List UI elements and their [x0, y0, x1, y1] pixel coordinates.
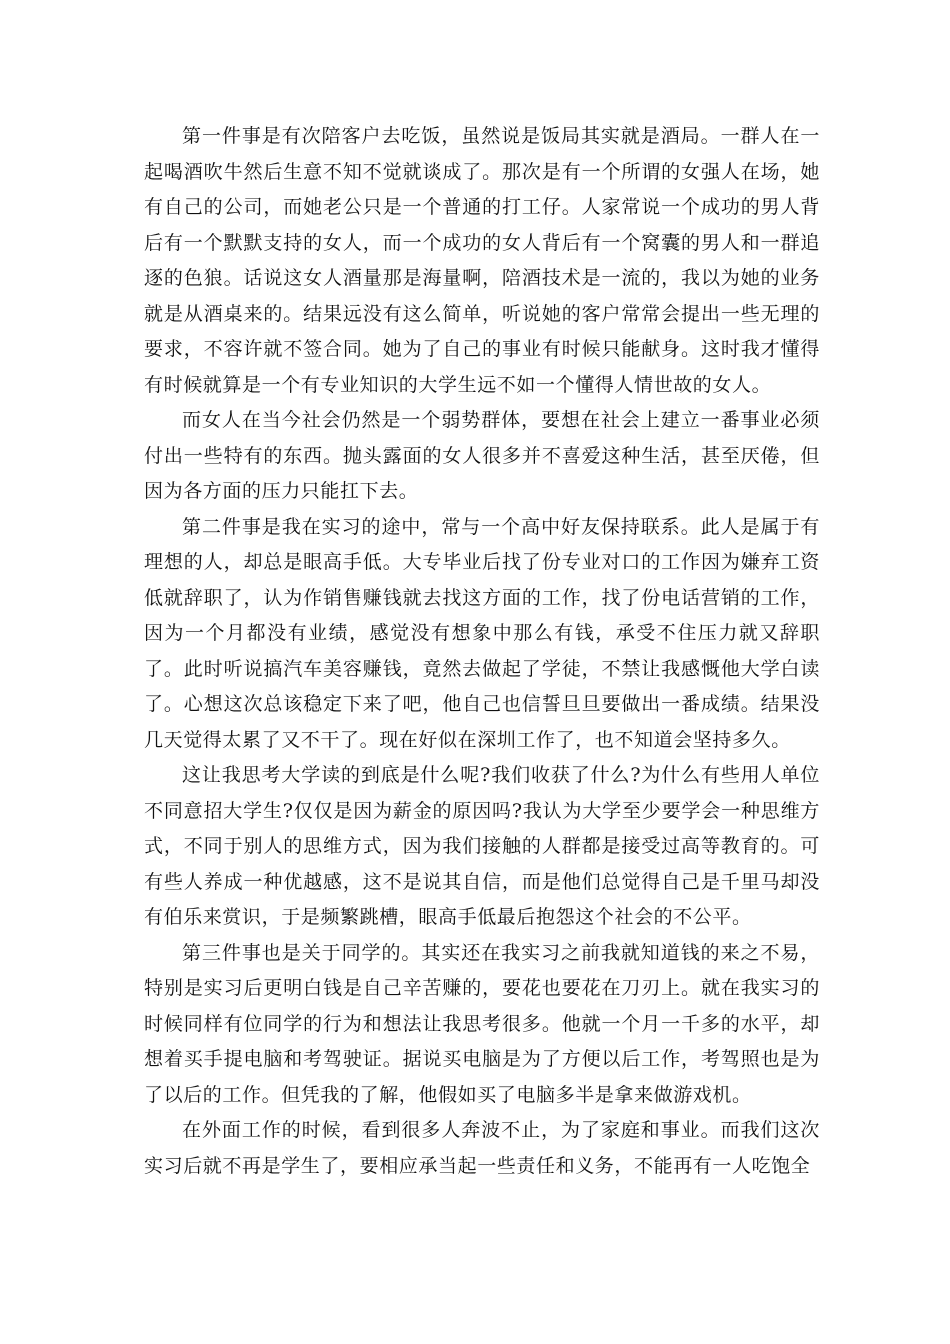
paragraph-3: 第二件事是我在实习的途中，常与一个高中好友保持联系。此人是属于有理想的人，却总是眼高手低。大专毕业后找了份专业对口的工作因为嫌弃工资低就辞职了，认为作销售赚钱就去找这方面的工作，找了份电话营销的工作，因为一个月都没有业绩，感觉没有想象中那么有钱，承受不住压力就又辞职了。此时听说搞汽车美容赚钱，竟然去做起了学徒，不禁让我感慨他大学白读了。心想这次总该稳定下来了吧，他自己也信誓旦旦要做出一番成绩。结果没几天觉得太累了又不干了。现在好似在深圳工作了，也不知道会坚持多久。 [144, 515, 820, 751]
paragraph-6: 在外面工作的时候，看到很多人奔波不止，为了家庭和事业。而我们这次实习后就不再是学生了，要相应承当起一些责任和义务，不能再有一人吃饱全 [144, 1119, 820, 1177]
paragraph-4: 这让我思考大学读的到底是什么呢?我们收获了什么?为什么有些用人单位不同意招大学生?仅仅是因为薪金的原因吗?我认为大学至少要学会一种思维方式，不同于别人的思维方式，因为我们接触的人群都是接受过高等教育的。可有些人养成一种优越感，这不是说其自信，而是他们总觉得自己是千里马却没有伯乐来赏识，于是频繁跳槽，眼高手低最后抱怨这个社会的不公平。 [144, 764, 820, 928]
paragraph-5: 第三件事也是关于同学的。其实还在我实习之前我就知道钱的来之不易，特别是实习后更明白钱是自己辛苦赚的，要花也要花在刀刃上。就在我实习的时候同样有位同学的行为和想法让我思考很多。他就一个月一千多的水平，却想着买手提电脑和考驾驶证。据说买电脑是为了方便以后工作，考驾照也是为了以后的工作。但凭我的了解，他假如买了电脑多半是拿来做游戏机。 [144, 941, 820, 1106]
paragraph-1: 第一件事是有次陪客户去吃饭，虽然说是饭局其实就是酒局。一群人在一起喝酒吹牛然后生意不知不觉就谈成了。那次是有一个所谓的女强人在场，她有自己的公司，而她老公只是一个普通的打工仔。人家常说一个成功的男人背后有一个默默支持的女人，而一个成功的女人背后有一个窝囊的男人和一群追逐的色狼。话说这女人酒量那是海量啊，陪酒技术是一流的，我以为她的业务就是从酒桌来的。结果远没有这么简单，听说她的客户常常会提出一些无理的要求，不容许就不签合同。她为了自己的事业有时候只能献身。这时我才懂得有时候就算是一个有专业知识的大学生远不如一个懂得人情世故的女人。 [144, 125, 820, 396]
document-body [144, 119, 820, 1184]
paragraph-2: 而女人在当今社会仍然是一个弱势群体，要想在社会上建立一番事业必须付出一些特有的东西。抛头露面的女人很多并不喜爱这种生活，甚至厌倦，但因为各方面的压力只能扛下去。 [144, 409, 820, 502]
